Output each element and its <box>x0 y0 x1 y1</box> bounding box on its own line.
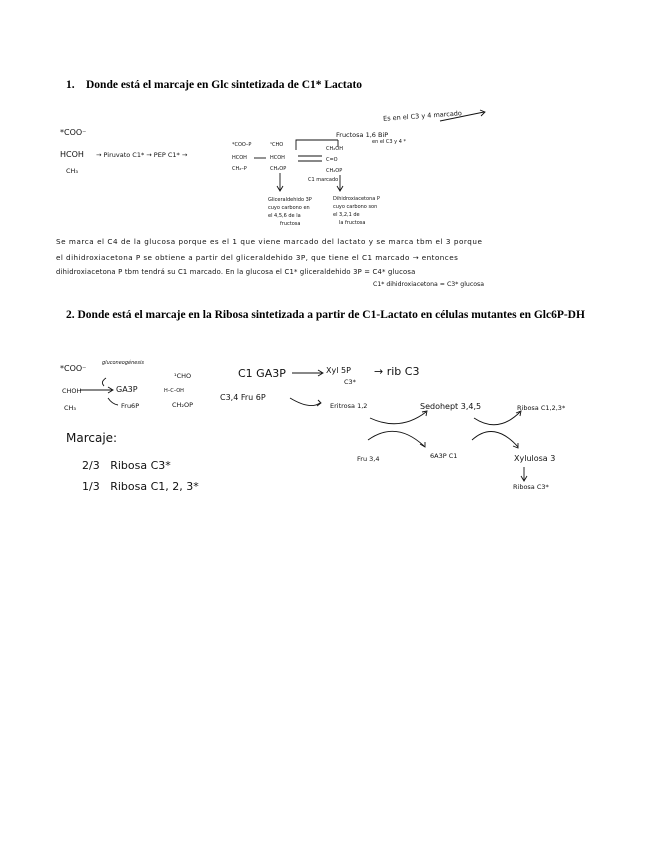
gap-struct-b: HCOH <box>270 155 285 161</box>
dhap-struct-b: C=O <box>326 157 338 163</box>
gap-caption: Gliceraldehido 3P cuyo carbono en el 4,5,6 de la fructosa <box>268 197 312 227</box>
fru6p-label: Fru6P <box>121 402 140 410</box>
fructosa-bip-label: Fructosa 1,6 BiP <box>336 131 389 139</box>
q1-lactate-coo: *COO⁻ <box>60 128 87 137</box>
gap-struct-c: CH₂OP <box>270 166 287 172</box>
eritrosa-label: Eritrosa 1,2 <box>330 402 368 410</box>
isomerase-label: C1 marcado <box>308 177 339 183</box>
marcaje-title: Marcaje: <box>66 431 118 445</box>
q1-text-line-3: dihidroxiacetona P tbm tendrá su C1 marcado. En la glucosa el C1* gliceraldehido 3P = C4* glucosa <box>56 268 416 276</box>
q2-lactate-coo: *COO⁻ <box>60 364 87 373</box>
sedoheptulosa-label: Sedohept 3,4,5 <box>420 402 482 411</box>
rib-c3-label: → rib C3 <box>374 365 420 378</box>
xylulosa-label: Xylulosa 3 <box>514 454 556 463</box>
xyl5p-c3star: C3* <box>344 378 356 386</box>
q1-lactate-ch3: CH₃ <box>66 167 79 175</box>
q2-ga3p-struct-b: H–C–OH <box>164 388 184 394</box>
question-2-title: 2. Donde está el marcaje en la Ribosa sintetizada a partir de C1-Lactato en células mutantes en Glc6P-DH <box>66 309 585 321</box>
dhap-struct-a: CH₂OH <box>326 146 343 152</box>
ga3p-c1-label: 6A3P C1 <box>430 452 458 460</box>
gluconeogenesis-label: gluconeogénesis <box>102 360 144 366</box>
fru34-label: Fru 3,4 <box>357 455 380 463</box>
note-top: Es en el C3 y 4 marcado <box>382 109 463 123</box>
note-arrowhead <box>480 110 485 116</box>
q1-lactate-hcoh: HCOH <box>60 150 84 159</box>
question-1-title: Donde está el marcaje en Glc sintetizada de C1* Lactato <box>86 79 363 91</box>
ribosa-c3-label: Ribosa C3* <box>513 483 549 491</box>
q1-text-line-2: el dihidroxiacetona P se obtiene a partir del gliceraldehido 3P, que tiene el C1 marcado → entonces <box>56 253 459 262</box>
c1-ga3p-label: C1 GA3P <box>238 367 286 380</box>
dhap-caption: Dihidroxiacetona P cuyo carbono son el 3,2,1 de la fructosa <box>333 196 380 226</box>
q2-ga3p-struct-a: ¹CHO <box>174 372 192 380</box>
pep-struct-c: CH₂–P <box>232 166 247 172</box>
marcaje-row-1: 2/3 Ribosa C3* <box>82 459 171 472</box>
q1-chain: → Piruvato C1* → PEP C1* → <box>96 151 188 159</box>
question-1-number: 1. <box>66 79 75 91</box>
dhap-struct-c: CH₂OP <box>326 168 343 174</box>
q1-text-line-1: Se marca el C4 de la glucosa porque es el 1 que viene marcado del lactato y se marca tbm el 3 porque <box>56 237 483 246</box>
q1-text-line-4: C1* dihidroxiacetona = C3* glucosa <box>373 281 485 288</box>
c34-fru6p-label: C3,4 Fru 6P <box>220 393 266 402</box>
ribosa-c123-label: Ribosa C1,2,3* <box>517 404 566 412</box>
q2-lactate-ch3: CH₃ <box>64 404 77 412</box>
gap-struct-a: ¹CHO <box>270 142 284 148</box>
q2-lactate-choh: CHOH <box>62 387 82 395</box>
q2-ga3p-struct-c: CH₂OP <box>172 401 194 409</box>
ga3p-label: GA3P <box>116 385 138 394</box>
pep-struct-b: HCOH <box>232 155 247 161</box>
xyl5p-label: Xyl 5P <box>326 366 351 375</box>
note-top-2: en el C3 y 4 * <box>372 139 406 145</box>
marcaje-row-2: 1/3 Ribosa C1, 2, 3* <box>82 480 199 493</box>
pep-struct-a: *COO–P <box>232 142 252 148</box>
